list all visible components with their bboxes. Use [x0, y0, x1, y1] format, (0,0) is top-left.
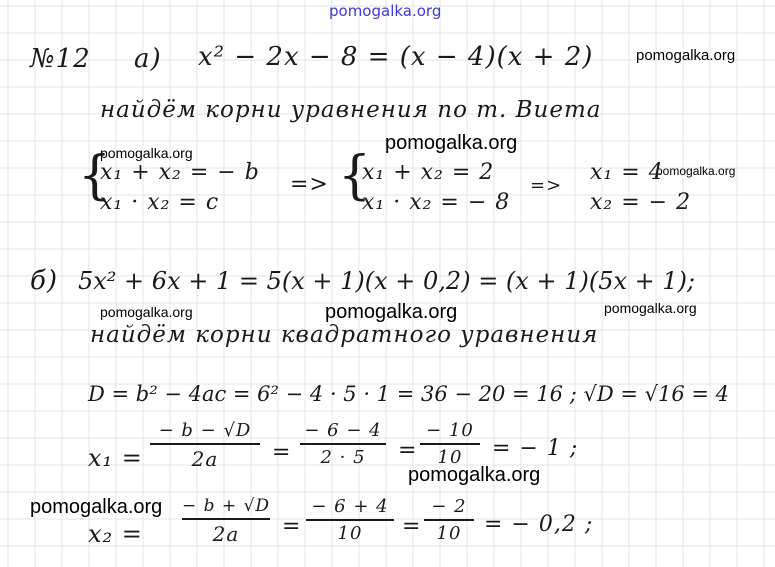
- fraction-bar: [300, 443, 386, 445]
- x1-fraction-3: [420, 420, 480, 468]
- fraction-bar: [420, 443, 480, 445]
- x1-fraction-1: [150, 420, 260, 471]
- fraction-bar: [150, 443, 260, 445]
- root-a-1: x₁ = 4: [590, 160, 664, 185]
- system-1-equation-1: x₁ + x₂ = − b: [100, 160, 260, 185]
- x2-numerator-2: − 6 + 4: [311, 496, 389, 517]
- x1-equals-2: =: [398, 438, 418, 463]
- discriminant-line: D = b² − 4ac = 6² − 4 · 5 · 1 = 36 − 20 = 16 ; √D = √16 = 4: [88, 382, 730, 406]
- root-a-2: x₂ = − 2: [590, 190, 692, 215]
- fraction-bar: [306, 519, 394, 521]
- implies-arrow-2: =>: [530, 175, 563, 196]
- x2-label: x₂ =: [88, 520, 143, 548]
- system-1-brace: {: [78, 146, 112, 206]
- x2-fraction-3: [424, 496, 474, 544]
- x2-denominator-3: 10: [436, 523, 462, 544]
- watermark-top: pomogalka.org: [329, 2, 442, 20]
- x1-equals-1: =: [272, 440, 292, 465]
- watermark: pomogalka.org: [604, 300, 697, 316]
- x2-fraction-2: [306, 496, 394, 544]
- system-2-brace: {: [338, 146, 372, 206]
- part-b-label: б): [30, 266, 59, 296]
- part-a-factorization: [198, 42, 593, 72]
- system-1: [100, 158, 260, 218]
- x1-denominator-1: 2a: [191, 447, 219, 471]
- x1-numerator-3: − 10: [426, 420, 474, 441]
- x2-equals-2: =: [402, 514, 422, 539]
- part-a-label: а): [134, 44, 162, 74]
- watermark: pomogalka.org: [385, 132, 518, 154]
- x1-label: x₁ =: [88, 444, 143, 472]
- part-b-note: найдём корни квадратного уравнения: [90, 322, 599, 348]
- roots-a: [590, 158, 691, 218]
- system-1-equation-2: x₁ · x₂ = c: [100, 190, 220, 215]
- fraction-bar: [424, 519, 474, 521]
- problem-number: №12: [30, 44, 91, 74]
- watermark: pomogalka.org: [30, 496, 163, 518]
- x2-denominator-2: 10: [337, 523, 363, 544]
- watermark: pomogalka.org: [100, 145, 193, 161]
- part-a-note: найдём корни уравнения по т. Виета: [100, 97, 602, 123]
- x1-numerator-2: − 6 − 4: [304, 420, 382, 441]
- x1-fraction-2: [300, 420, 386, 468]
- watermark: pomogalka.org: [100, 304, 193, 320]
- implies-arrow-1: =>: [290, 172, 329, 197]
- watermark: pomogalka.org: [656, 164, 736, 178]
- x2-result: = − 0,2 ;: [484, 512, 594, 537]
- x1-numerator-1: − b − √D: [158, 420, 252, 441]
- fraction-bar: [182, 518, 270, 520]
- system-2-equation-2: x₁ · x₂ = − 8: [362, 190, 511, 215]
- x1-denominator-3: 10: [437, 447, 463, 468]
- watermark: pomogalka.org: [325, 301, 458, 323]
- x2-equals-1: =: [282, 514, 302, 539]
- watermark: pomogalka.org: [636, 47, 736, 64]
- system-2: [362, 158, 510, 218]
- watermark: pomogalka.org: [408, 464, 541, 486]
- part-b-factorization: 5x² + 6x + 1 = 5(x + 1)(x + 0,2) = (x + 1)(5x + 1);: [78, 267, 696, 295]
- x2-fraction-1: [182, 496, 270, 546]
- x2-denominator-1: 2a: [212, 522, 240, 546]
- x1-denominator-2: 2 · 5: [320, 447, 366, 468]
- x2-numerator-3: − 2: [431, 496, 467, 517]
- part-a-factorization-text: x² − 2x − 8 = (x − 4)(x + 2): [198, 42, 594, 72]
- system-2-equation-1: x₁ + x₂ = 2: [362, 160, 495, 185]
- x1-result: = − 1 ;: [492, 436, 579, 461]
- x2-numerator-1: − b + √D: [182, 496, 271, 516]
